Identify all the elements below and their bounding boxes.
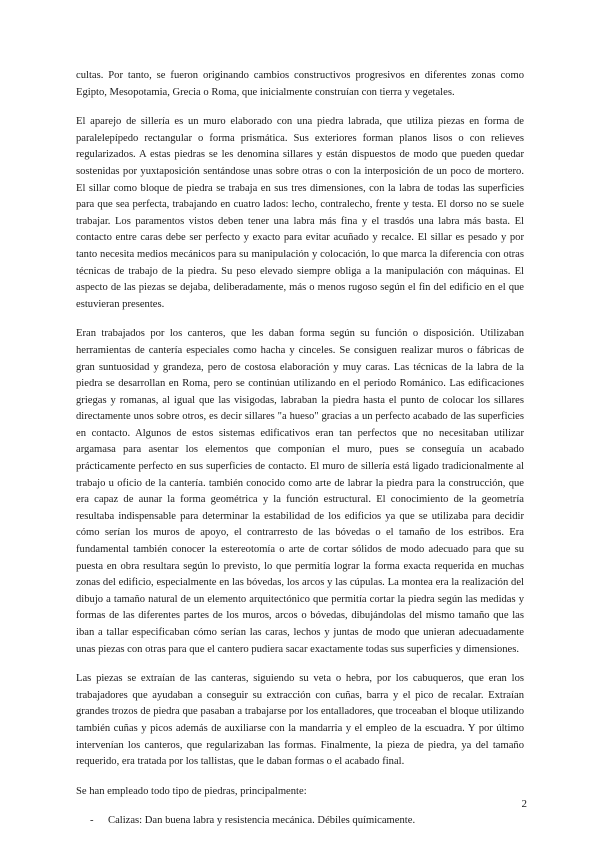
page-number: 2 [521,798,527,810]
paragraph: cultas. Por tanto, se fueron originando cambios constructivos progresivos en diferentes zonas como Egipto, Mesopotamia, Grecia o Roma, que inicialmente construían con tierra y vegetales. [76,70,524,98]
list-item-text: Calizas: Dan buena labra y resistencia mecánica. Débiles químicamente. [108,815,416,827]
page-body [76,68,524,830]
paragraph: Eran trabajados por los canteros, que les daban forma según su función o disposición. Utilizaban herramientas de cantería especiales como hacha y cinceles. Se consiguen realizar muros o fábricas de gran suntuosidad y grandeza, pero de costosa elaboración y muy caras. Las técnicas de la labra de la piedra se desarrollan en Roma, pero se continúan utilizando en el periodo Románico. Las edificaciones griegas y romanas, al igual que las visigodas, labraban la piedra hasta el punto de colocar los sillares directamente unos sobre otros, es decir sillares "a hueso" gracias a un perfecto acabado de las superficies en contacto. Algunos de estos sistemas edificativos eran tan perfectos que no necesitaban utilizar argamasa para asentar los elementos que componían el muro, pues se conseguía un acabado prácticamente perfecto en sus superficies de contacto. El muro de sillería está ligado tradicionalmente al trabajo u oficio de la cantería. también conocido como arte de labrar la piedra para la construcción, que era capaz de aunar la forma geométrica y la función estructural. El conocimiento de la geometría resultaba indispensable para determinar la estabilidad de los edificios ya que se utilizaba para decidir cómo serían los muros de apoyo, el contrarresto de las bóvedas o el tamaño de los estribos. Era fundamental también conocer la estereotomía o arte de cortar sólidos de modo adecuado para que su puesta en obra resultara según lo previsto, lo que permitía lograr la forma exacta requerida en muchas zonas del edificio, especialmente en las bóvedas, los arcos y las cúpulas. La montea era la realización del dibujo a tamaño natural de un elemento arquitectónico que permitía cortar la piedra según las medidas y formas de las diferentes partes de los muros, arcos o bóvedas, dibujándolas del mismo tamaño que las iban a tallar especificaban cómo serían las caras, lechos y juntas de modo que unieran adecuadamente unas piezas con otras para que el cantero pudiera sacar exactamente todas sus superficies y dimensiones. [76,328,524,655]
list-item [76,813,524,830]
paragraph: Se han empleado todo tipo de piedras, principalmente: [76,785,307,797]
stone-types-list [76,813,524,830]
paragraph: El aparejo de sillería es un muro elaborado con una piedra labrada, que utiliza piezas en forma de paralelepípedo rectangular o forma prismática. Sus exteriores forman planos lisos o con relieves regularizados. A estas piedras se les denomina sillares y están dispuestos de modo que pueden quedar sostenidas por yuxtaposición sentándose unas sobre otras o con la interposición de un poco de mortero. El sillar como bloque de piedra se trabaja en sus tres dimensiones, con la labra de todas las superficies para que sea perfecta, trabajando en cuatro lados: lecho, contralecho, frente y testa. El dorso no se suele trabajar. Los paramentos vistos deben tener una labra más fina y el trasdós una labra más basta. El contacto entre caras debe ser perfecto y exacto para evitar acuñado y recalce. El sillar es pesado y por tanto necesita medios mecánicos para su manipulación y colocación, lo que marca la diferencia con otras técnicas de trabajo de la piedra. Su peso elevado siempre obliga a la manipulación con máquinas. El aspecto de las piezas se dejaba, deliberadamente, más o menos rugoso según el fin del edificio en el que estuvieran presentes. [76,116,524,310]
list-bullet: - [90,815,94,827]
paragraph: Las piezas se extraían de las canteras, siguiendo su veta o hebra, por los cabuqueros, que eran los trabajadores que ayudaban a conseguir su extracción con cuñas, barra y el pico de recalar. Extraían grandes trozos de piedra que pasaban a trabajarse por los entalladores, que troceaban el bloque utilizando también cuñas y picos además de auxiliarse con la mandarria y el empleo de la escuadra. Y por último intervenían los canteros, que regularizaban las formas. Finalmente, la pieza de piedra, ya del tamaño requerido, era tratada por los tallistas, que le daban formas o el acabado final. [76,673,524,768]
